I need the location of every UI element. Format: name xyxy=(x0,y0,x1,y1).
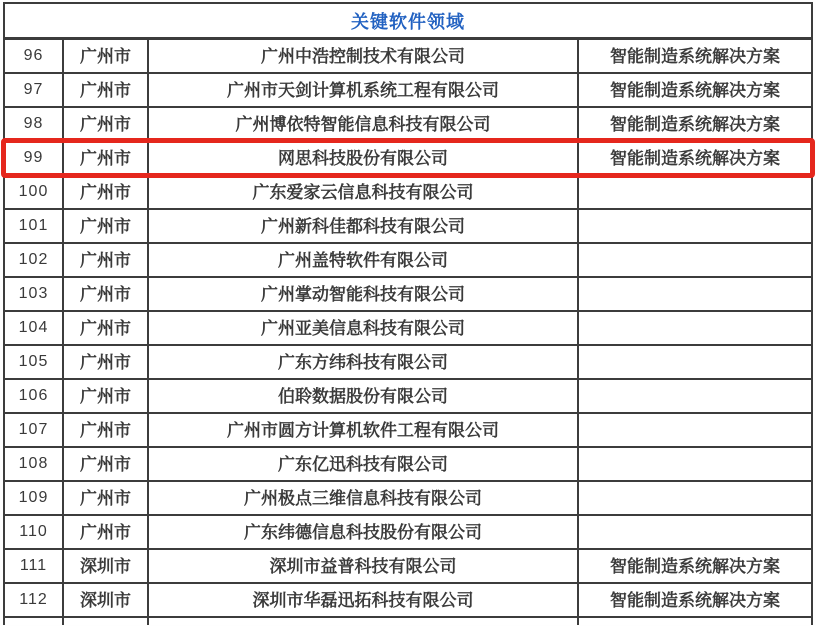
row-city: 广州市 xyxy=(64,516,149,548)
table-row xyxy=(5,312,811,346)
table-row xyxy=(5,176,811,210)
row-number: 99 xyxy=(5,142,64,174)
row-company: 广州盖特软件有限公司 xyxy=(149,244,579,276)
row-company: 广东亿迅科技有限公司 xyxy=(149,448,579,480)
row-number: 111 xyxy=(5,550,64,582)
row-city: 广州市 xyxy=(64,108,149,140)
row-city: 广州市 xyxy=(64,210,149,242)
table-row xyxy=(5,448,811,482)
row-city: 广州市 xyxy=(64,74,149,106)
row-company: 广州中浩控制技术有限公司 xyxy=(149,40,579,72)
row-city: 广州市 xyxy=(64,380,149,412)
row-city: 广州市 xyxy=(64,176,149,208)
row-category xyxy=(579,210,811,242)
partial-cell xyxy=(64,618,149,625)
row-city: 深圳市 xyxy=(64,550,149,582)
row-category: 智能制造系统解决方案 xyxy=(610,556,780,576)
row-number: 100 xyxy=(5,176,64,208)
table-row xyxy=(5,414,811,448)
row-category: 智能制造系统解决方案 xyxy=(610,46,780,66)
row-number: 107 xyxy=(5,414,64,446)
table-row xyxy=(5,516,811,550)
row-company: 深圳市华磊迅拓科技有限公司 xyxy=(149,584,579,616)
row-company: 广东爱家云信息科技有限公司 xyxy=(149,176,579,208)
row-number: 112 xyxy=(5,584,64,616)
row-company: 广州博依特智能信息科技有限公司 xyxy=(149,108,579,140)
partial-cutoff-row xyxy=(5,618,811,625)
row-number: 102 xyxy=(5,244,64,276)
row-city: 广州市 xyxy=(64,482,149,514)
row-category xyxy=(579,176,811,208)
row-company: 广州市圆方计算机软件工程有限公司 xyxy=(149,414,579,446)
row-company: 广东纬德信息科技股份有限公司 xyxy=(149,516,579,548)
row-category xyxy=(579,414,811,446)
row-number: 101 xyxy=(5,210,64,242)
row-number: 104 xyxy=(5,312,64,344)
row-company: 广州掌动智能科技有限公司 xyxy=(149,278,579,310)
row-company: 广东方纬科技有限公司 xyxy=(149,346,579,378)
table-row xyxy=(5,482,811,516)
table-title: 关键软件领域 xyxy=(351,11,465,32)
row-number: 108 xyxy=(5,448,64,480)
row-number: 96 xyxy=(5,40,64,72)
table-row xyxy=(5,380,811,414)
row-number: 109 xyxy=(5,482,64,514)
table-row xyxy=(5,142,811,176)
row-city: 广州市 xyxy=(64,346,149,378)
table-row xyxy=(5,108,811,142)
row-company: 广州亚美信息科技有限公司 xyxy=(149,312,579,344)
table-row xyxy=(5,74,811,108)
row-category xyxy=(579,482,811,514)
row-category xyxy=(579,380,811,412)
row-category: 智能制造系统解决方案 xyxy=(610,590,780,610)
table-title-row xyxy=(5,4,811,40)
row-company: 广州市天剑计算机系统工程有限公司 xyxy=(149,74,579,106)
row-category: 智能制造系统解决方案 xyxy=(610,148,780,168)
row-city: 广州市 xyxy=(64,414,149,446)
table-row xyxy=(5,584,811,618)
row-category xyxy=(579,244,811,276)
table-row xyxy=(5,40,811,74)
table-body xyxy=(5,40,811,618)
row-category xyxy=(579,346,811,378)
table-row xyxy=(5,210,811,244)
row-number: 106 xyxy=(5,380,64,412)
table-row xyxy=(5,244,811,278)
row-city: 广州市 xyxy=(64,312,149,344)
row-number: 97 xyxy=(5,74,64,106)
row-number: 105 xyxy=(5,346,64,378)
table-row xyxy=(5,278,811,312)
row-city: 广州市 xyxy=(64,448,149,480)
row-category xyxy=(579,516,811,548)
row-city: 广州市 xyxy=(64,40,149,72)
row-company: 网思科技股份有限公司 xyxy=(149,142,579,174)
row-category xyxy=(579,312,811,344)
row-company: 伯聆数据股份有限公司 xyxy=(149,380,579,412)
partial-cell xyxy=(149,618,579,625)
row-city: 广州市 xyxy=(64,244,149,276)
row-company: 广州新科佳都科技有限公司 xyxy=(149,210,579,242)
row-city: 广州市 xyxy=(64,278,149,310)
row-number: 103 xyxy=(5,278,64,310)
row-number: 110 xyxy=(5,516,64,548)
row-category: 智能制造系统解决方案 xyxy=(610,80,780,100)
row-city: 广州市 xyxy=(64,142,149,174)
row-number: 98 xyxy=(5,108,64,140)
table-row xyxy=(5,346,811,380)
row-category xyxy=(579,448,811,480)
row-company: 广州极点三维信息科技有限公司 xyxy=(149,482,579,514)
row-category: 智能制造系统解决方案 xyxy=(610,114,780,134)
row-company: 深圳市益普科技有限公司 xyxy=(149,550,579,582)
table-row xyxy=(5,550,811,584)
partial-cell xyxy=(579,618,811,625)
key-software-table xyxy=(3,2,813,625)
partial-cell xyxy=(5,618,64,625)
row-category xyxy=(579,278,811,310)
row-city: 深圳市 xyxy=(64,584,149,616)
